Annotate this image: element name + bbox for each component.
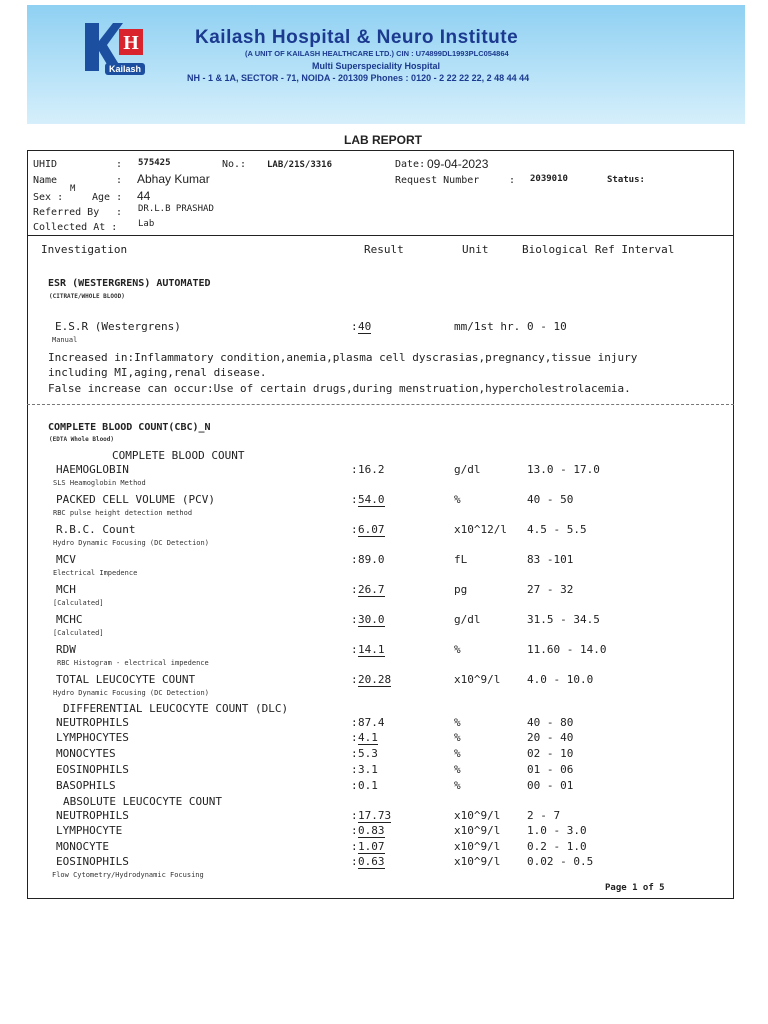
- result-colon: :: [351, 643, 358, 656]
- test-name: R.B.C. Count: [56, 523, 136, 536]
- test-name: NEUTROPHILS: [56, 716, 129, 729]
- dlc-title: DIFFERENTIAL LEUCOCYTE COUNT (DLC): [63, 702, 289, 715]
- result-colon: :: [351, 716, 358, 729]
- test-ref-interval: 13.0 - 17.0: [527, 463, 600, 476]
- test-result: 54.0: [358, 493, 385, 506]
- uhid-label: UHID: [33, 159, 58, 170]
- test-result: 5.3: [358, 747, 378, 760]
- date-value: 09-04-2023: [427, 157, 489, 171]
- test-name: BASOPHILS: [56, 779, 116, 792]
- test-result: 26.7: [358, 583, 385, 596]
- logo-text: Kailash: [108, 64, 142, 74]
- test-name: LYMPHOCYTE: [56, 824, 123, 837]
- uhid-value: 575425: [138, 158, 171, 168]
- test-unit: %: [454, 493, 461, 506]
- test-ref-interval: 1.0 - 3.0: [527, 824, 587, 837]
- abs-method: Flow Cytometry/Hydrodynamic Focusing: [52, 871, 204, 879]
- result-colon: :: [351, 673, 358, 686]
- test-ref-interval: 0.02 - 0.5: [527, 855, 594, 868]
- test-ref-interval: 40 - 50: [527, 493, 574, 506]
- report-title: LAB REPORT: [344, 133, 422, 147]
- test-ref-interval: 27 - 32: [527, 583, 574, 596]
- test-unit: x10^9/l: [454, 809, 501, 822]
- test-name: MCV: [56, 553, 76, 566]
- test-unit: %: [454, 747, 461, 760]
- name-value: Abhay Kumar: [137, 172, 210, 186]
- name-label: Name: [33, 175, 58, 186]
- section-divider: [27, 404, 734, 405]
- test-name: MCHC: [56, 613, 83, 626]
- name-colon: :: [116, 175, 123, 186]
- referred-label: Referred By: [33, 207, 100, 218]
- test-result: 14.1: [358, 643, 385, 656]
- result-colon: :: [351, 840, 358, 853]
- test-result: 1.07: [358, 840, 385, 853]
- result-colon: :: [351, 855, 358, 868]
- result-colon: :: [351, 824, 358, 837]
- test-ref-interval: 0.2 - 1.0: [527, 840, 587, 853]
- esr-test-name: E.S.R (Westergrens): [55, 320, 181, 333]
- col-investigation: Investigation: [41, 243, 128, 256]
- test-method: Electrical Impedence: [53, 569, 138, 577]
- test-ref-interval: 31.5 - 34.5: [527, 613, 600, 626]
- date-label: Date:: [395, 159, 426, 170]
- result-colon: :: [351, 613, 358, 626]
- test-method: RBC pulse height detection method: [53, 509, 193, 517]
- esr-specimen: (CITRATE/WHOLE BLOOD): [49, 293, 125, 300]
- test-result: 0.83: [358, 824, 385, 837]
- test-unit: x10^9/l: [454, 673, 501, 686]
- test-method: RBC Histogram - electrical impedence: [57, 659, 209, 667]
- test-unit: %: [454, 779, 461, 792]
- result-colon: :: [351, 523, 358, 536]
- test-unit: %: [454, 731, 461, 744]
- result-colon: :: [351, 553, 358, 566]
- test-method: Hydro Dynamic Focusing (DC Detection): [53, 689, 209, 697]
- test-method: [Calculated]: [53, 629, 104, 637]
- test-name: HAEMOGLOBIN: [56, 463, 129, 476]
- request-label: Request Number: [395, 175, 480, 186]
- age-value: 44: [137, 189, 151, 203]
- esr-unit: mm/1st hr.: [454, 320, 521, 333]
- referred-colon: :: [116, 207, 123, 218]
- test-result: 17.73: [358, 809, 392, 822]
- esr-note-2: including MI,aging,renal disease.: [48, 366, 267, 379]
- collected-value: Lab: [138, 219, 155, 229]
- test-result: 89.0: [358, 553, 385, 566]
- result-colon: :: [351, 763, 358, 776]
- test-name: MONOCYTES: [56, 747, 116, 760]
- test-result: 4.1: [358, 731, 378, 744]
- test-name: MONOCYTE: [56, 840, 109, 853]
- esr-title: ESR (WESTERGRENS) AUTOMATED: [48, 278, 211, 289]
- result-colon: :: [351, 493, 358, 506]
- sex-value: M: [70, 184, 76, 194]
- test-unit: %: [454, 716, 461, 729]
- test-name: TOTAL LEUCOCYTE COUNT: [56, 673, 196, 686]
- hospital-address: NH - 1 & 1A, SECTOR - 71, NOIDA - 201309 Phones : 0120 - 2 22 22 22, 2 48 44 44: [187, 73, 530, 83]
- hospital-name: Kailash Hospital & Neuro Institute: [195, 27, 519, 48]
- esr-note-1: Increased in:Inflammatory condition,anemia,plasma cell dyscrasias,pregnancy,tissue injury: [48, 351, 638, 364]
- cbc-subtitle: COMPLETE BLOOD COUNT: [112, 449, 245, 462]
- test-name: NEUTROPHILS: [56, 809, 129, 822]
- uhid-colon: :: [116, 159, 123, 170]
- no-value: LAB/21S/3316: [267, 160, 333, 170]
- result-colon: :: [351, 731, 358, 744]
- test-result: 3.1: [358, 763, 378, 776]
- age-label: Age :: [92, 192, 123, 203]
- test-name: RDW: [56, 643, 76, 656]
- patient-divider: [27, 235, 734, 236]
- test-name: LYMPHOCYTES: [56, 731, 129, 744]
- test-unit: pg: [454, 583, 468, 596]
- test-unit: x10^9/l: [454, 840, 501, 853]
- request-colon: :: [509, 175, 516, 186]
- request-value: 2039010: [530, 174, 568, 184]
- result-colon: :: [351, 809, 358, 822]
- test-ref-interval: 4.5 - 5.5: [527, 523, 587, 536]
- test-name: EOSINOPHILS: [56, 763, 129, 776]
- test-method: [Calculated]: [53, 599, 104, 607]
- col-unit: Unit: [462, 243, 489, 256]
- referred-value: DR.L.B PRASHAD: [138, 204, 214, 214]
- test-result: 6.07: [358, 523, 385, 536]
- cbc-title: COMPLETE BLOOD COUNT(CBC)_N: [48, 422, 211, 433]
- esr-ref: 0 - 10: [527, 320, 567, 333]
- hospital-speciality: Multi Superspeciality Hospital: [312, 61, 441, 71]
- test-result: 30.0: [358, 613, 385, 626]
- collected-label: Collected At :: [33, 222, 118, 233]
- test-name: MCH: [56, 583, 76, 596]
- sex-label: Sex :: [33, 192, 64, 203]
- result-colon: :: [351, 747, 358, 760]
- test-ref-interval: 20 - 40: [527, 731, 574, 744]
- test-ref-interval: 83 -101: [527, 553, 574, 566]
- test-ref-interval: 2 - 7: [527, 809, 561, 822]
- test-unit: fL: [454, 553, 468, 566]
- col-result: Result: [364, 243, 404, 256]
- result-colon: :: [351, 779, 358, 792]
- no-label: No.:: [222, 159, 247, 170]
- test-unit: x10^9/l: [454, 824, 501, 837]
- test-unit: %: [454, 643, 461, 656]
- page-number: Page 1 of 5: [605, 883, 665, 893]
- svg-text:H: H: [123, 32, 139, 54]
- hospital-logo: [79, 19, 157, 81]
- esr-colon: :: [351, 320, 358, 333]
- abs-title: ABSOLUTE LEUCOCYTE COUNT: [63, 795, 222, 808]
- hospital-banner: [27, 5, 745, 124]
- test-ref-interval: 00 - 01: [527, 779, 574, 792]
- test-method: SLS Heamoglobin Method: [53, 479, 146, 487]
- cbc-specimen: (EDTA Whole Blood): [49, 436, 115, 443]
- test-result: 87.4: [358, 716, 385, 729]
- test-result: 16.2: [358, 463, 385, 476]
- esr-result: 40: [358, 320, 372, 333]
- test-name: PACKED CELL VOLUME (PCV): [56, 493, 215, 506]
- test-ref-interval: 01 - 06: [527, 763, 574, 776]
- test-ref-interval: 11.60 - 14.0: [527, 643, 607, 656]
- col-ref: Biological Ref Interval: [522, 243, 675, 256]
- hospital-unit-line: (A UNIT OF KAILASH HEALTHCARE LTD.) CIN : U74899DL1993PLC054864: [245, 49, 509, 58]
- test-unit: %: [454, 763, 461, 776]
- test-ref-interval: 4.0 - 10.0: [527, 673, 594, 686]
- status-label: Status:: [607, 175, 645, 185]
- test-result: 20.28: [358, 673, 392, 686]
- test-ref-interval: 40 - 80: [527, 716, 574, 729]
- test-unit: x10^12/l: [454, 523, 507, 536]
- esr-note-3: False increase can occur:Use of certain drugs,during menstruation,hypercholestrolacemia.: [48, 382, 631, 395]
- test-method: Hydro Dynamic Focusing (DC Detection): [53, 539, 209, 547]
- test-unit: g/dl: [454, 613, 481, 626]
- result-colon: :: [351, 583, 358, 596]
- test-result: 0.63: [358, 855, 385, 868]
- test-unit: x10^9/l: [454, 855, 501, 868]
- test-name: EOSINOPHILS: [56, 855, 129, 868]
- test-unit: g/dl: [454, 463, 481, 476]
- result-colon: :: [351, 463, 358, 476]
- test-ref-interval: 02 - 10: [527, 747, 574, 760]
- esr-method: Manual: [52, 336, 78, 344]
- test-result: 0.1: [358, 779, 378, 792]
